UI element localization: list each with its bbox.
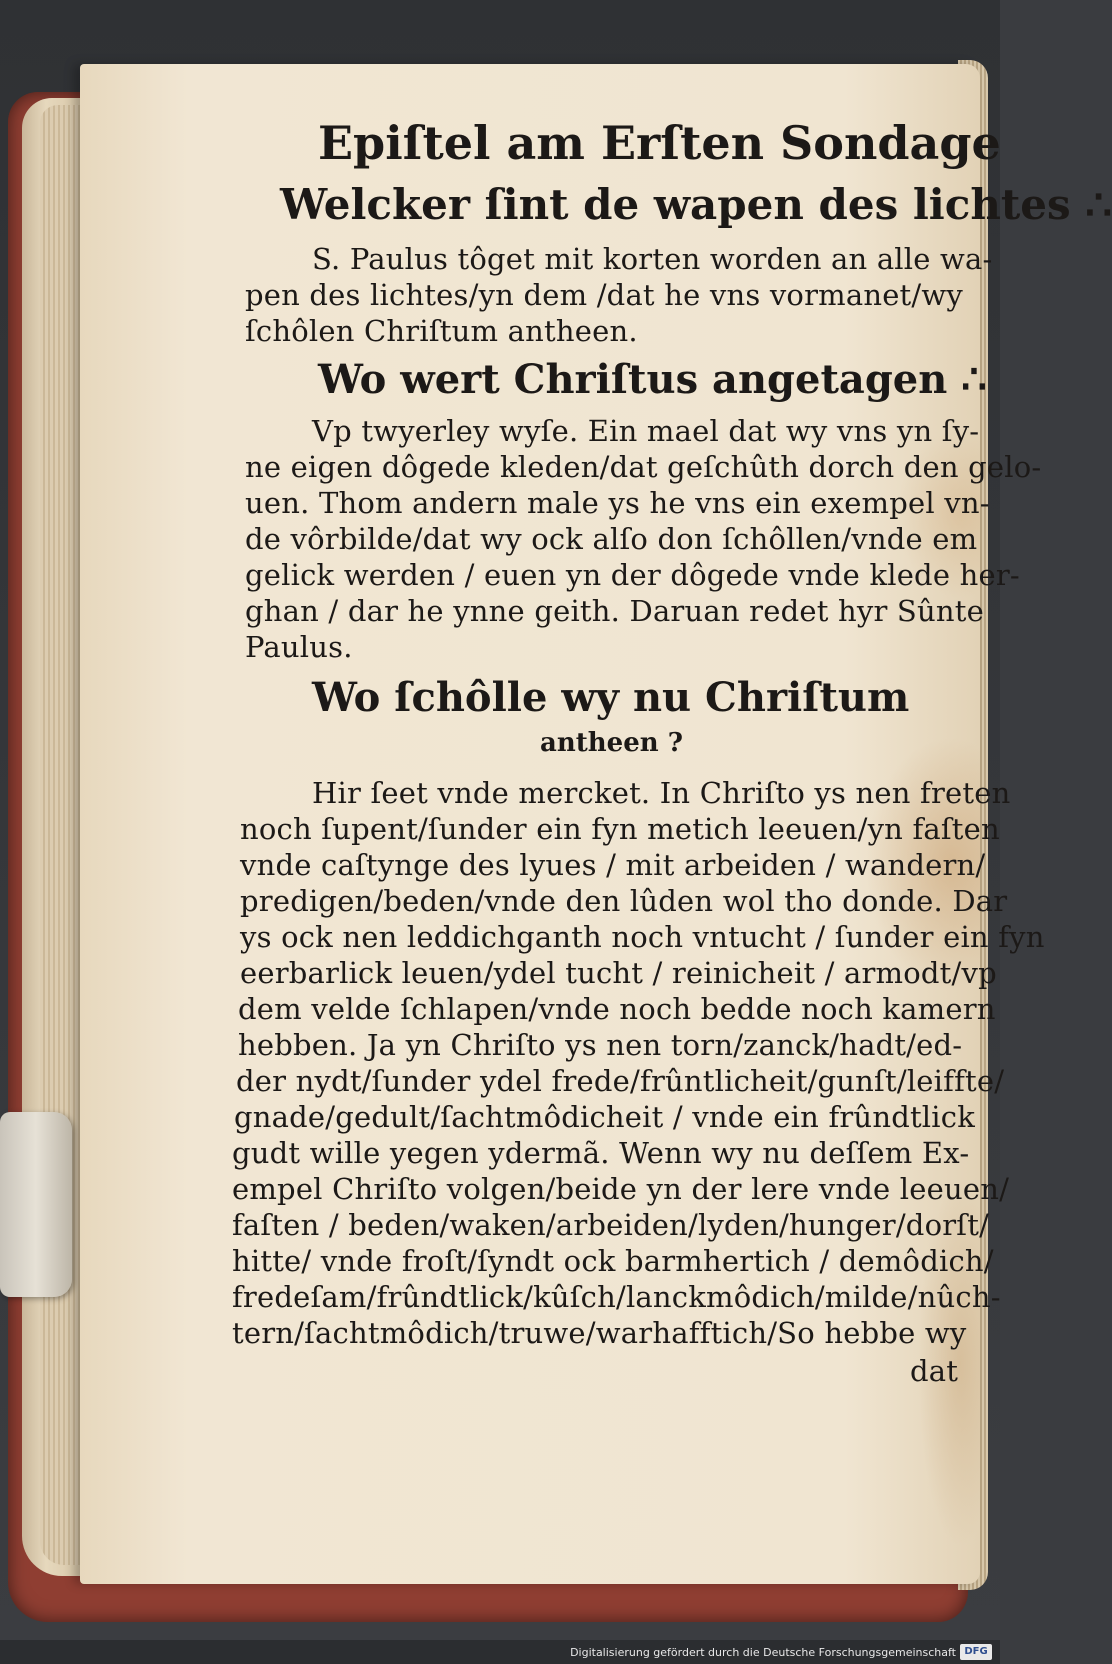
text-line: predigen/beden/vnde den lûden wol tho donde. Dar bbox=[240, 884, 1008, 918]
text-line: S. Paulus tôget mit korten worden an alle wa- bbox=[312, 242, 993, 276]
heading-wapen: Welcker ſint de wapen des lichtes ∴ bbox=[280, 180, 1112, 229]
heading-antheen: antheen ? bbox=[540, 728, 683, 758]
heading-wo-schoelle: Wo ſchôlle wy nu Chriſtum bbox=[312, 674, 910, 721]
dfg-logo-icon: DFG bbox=[960, 1644, 992, 1660]
text-line: dem velde ſchlapen/vnde noch bedde noch kamern bbox=[238, 992, 996, 1026]
heading-wo-wert: Wo wert Chriſtus angetagen ∴ bbox=[318, 356, 987, 403]
text-line: ſchôlen Chriſtum antheen. bbox=[245, 314, 638, 348]
text-line: eerbarlick leuen/ydel tucht / reinicheit / armodt/vp bbox=[240, 956, 997, 990]
text-line: ne eigen dôgede kleden/dat geſchûth dorch den gelo- bbox=[245, 450, 1042, 484]
text-line: noch ſupent/ſunder ein fyn metich leeuen/yn faſten bbox=[240, 812, 1000, 846]
text-line: hitte/ vnde froſt/ſyndt ock barmhertich / demôdich/ bbox=[232, 1244, 994, 1278]
text-line: Vp twyerley wyſe. Ein mael dat wy vns yn ſy- bbox=[312, 414, 980, 448]
heading-epistel: Epiſtel am Erſten Sondage bbox=[318, 116, 1001, 170]
text-line: gudt wille yegen ydermã. Wenn wy nu deſſem Ex- bbox=[232, 1136, 970, 1170]
funding-credit: Digitalisierung gefördert durch die Deutsche Forschungsgemeinschaft bbox=[570, 1646, 956, 1659]
text-line: gelick werden / euen yn der dôgede vnde klede her- bbox=[245, 558, 1020, 592]
catchword: dat bbox=[910, 1354, 959, 1388]
book-page bbox=[80, 64, 1112, 1584]
text-line: hebben. Ja yn Chriſto ys nen torn/zanck/hadt/ed- bbox=[238, 1028, 963, 1062]
text-line: Paulus. bbox=[245, 630, 353, 664]
book-clasp bbox=[0, 1112, 72, 1297]
text-line: gnade/gedult/ſachtmôdicheit / vnde ein frûndtlick bbox=[234, 1100, 975, 1134]
text-line: der nydt/ſunder ydel frede/frûntlicheit/gunſt/leiffte/ bbox=[236, 1064, 1005, 1098]
text-line: tern/ſachtmôdich/truwe/warhafftich/So hebbe wy bbox=[232, 1316, 967, 1350]
text-line: ys ock nen leddichganth noch vntucht / ſunder ein fyn bbox=[240, 920, 1045, 954]
text-line: faſten / beden/waken/arbeiden/lyden/hunger/dorſt/ bbox=[232, 1208, 990, 1242]
text-line: empel Chriſto volgen/beide yn der lere vnde leeuen/ bbox=[232, 1172, 1010, 1206]
text-line: de vôrbilde/dat wy ock alſo don ſchôllen/vnde em bbox=[245, 522, 978, 556]
text-line: fredeſam/frûndtlick/kûſch/lanckmôdich/milde/nûch- bbox=[232, 1280, 1001, 1314]
text-line: Hir ſeet vnde mercket. In Chriſto ys nen freten bbox=[312, 776, 1011, 810]
text-line: vnde caſtynge des lyues / mit arbeiden / wandern/ bbox=[240, 848, 986, 882]
text-line: pen des lichtes/yn dem /dat he vns vormanet/wy bbox=[245, 278, 963, 312]
text-line: uen. Thom andern male ys he vns ein exempel vn- bbox=[245, 486, 990, 520]
text-line: ghan / dar he ynne geith. Daruan redet hyr Sûnte bbox=[245, 594, 984, 628]
